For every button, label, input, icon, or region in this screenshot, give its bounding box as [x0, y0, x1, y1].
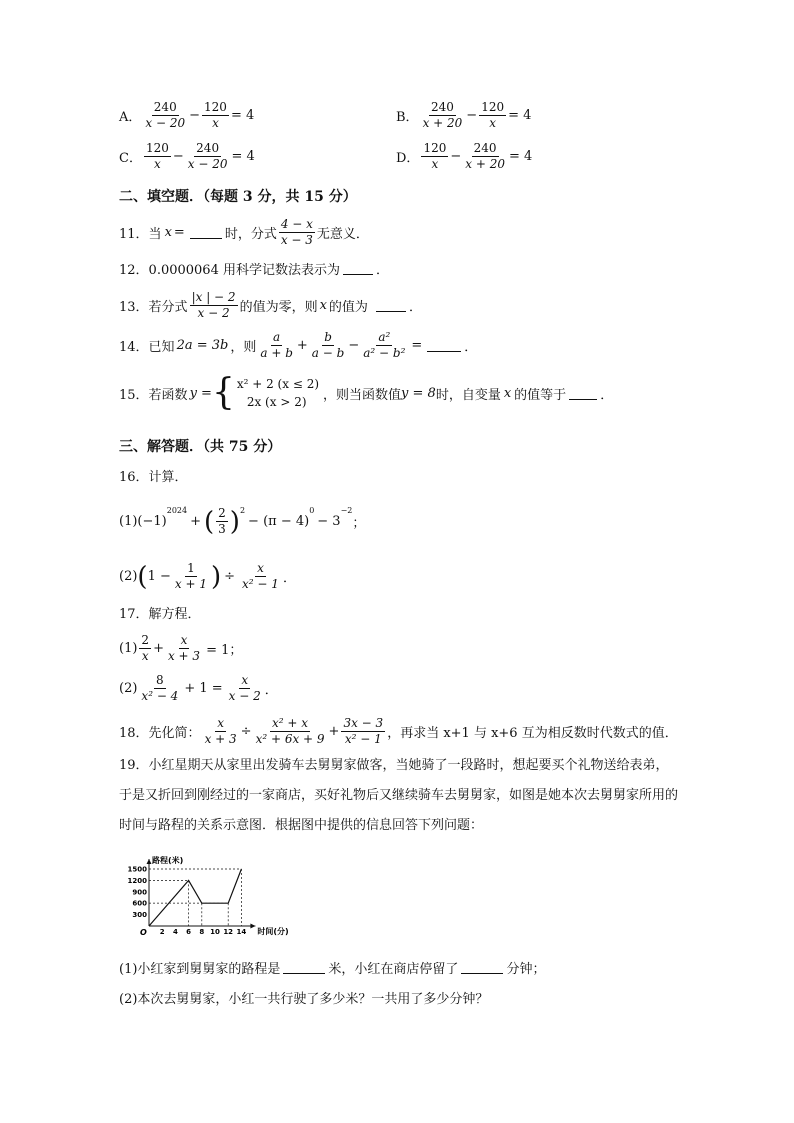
fraction: $\frac{120}{x}$	[423, 141, 447, 171]
brace: {	[211, 372, 235, 413]
question-11: 11． 当 x = 时，分式 $\frac{4 - x}{x - 3}$ 无意义．	[119, 217, 369, 247]
question-16-part-2: (2) ( 1 − $\frac{1}{x + 1}$ ) ÷ $\frac{x}{\text{x² − 1}}$ ．	[119, 561, 296, 592]
x-tick-label: 4	[172, 928, 178, 936]
question-19-part-1: (1)小红家到舅舅家的路程是 米，小红在商店停留了 分钟；	[119, 962, 546, 977]
section-3-heading: 三、解答题．（共 75 分）	[119, 439, 282, 455]
answer-blank[interactable]	[461, 961, 503, 974]
y-tick-label: 1500	[127, 865, 147, 874]
x-tick-label: 10	[210, 928, 220, 936]
x-tick-label: 14	[236, 928, 247, 936]
question-17-part-2: (2) $\frac{8}{\text{x² − 4}}$ + 1 = $\frac{x}{x - 2}$ ．	[119, 673, 278, 703]
q10-option-b: B． $\frac{240}{x + 20}$ − $\frac{120}{x}$ = 4	[396, 100, 532, 130]
fraction: $\frac{|x | - 2}{x - 2}$	[191, 290, 236, 320]
y-tick-label: 1200	[127, 876, 147, 885]
fraction: $\frac{8}{\text{x² − 4}}$	[141, 673, 179, 703]
fraction: $\frac{240}{x + 20}$	[422, 100, 463, 130]
x-tick-label: 6	[186, 928, 192, 936]
answer-blank[interactable]	[376, 299, 406, 312]
y-tick-label: 600	[132, 899, 147, 908]
question-17-intro: 17．解方程．	[119, 607, 201, 622]
question-15: 15． 若函数 y = { x² + 2 (x ≤ 2) 2x (x > 2) ，则当函数值 y = 8 时，自变量 x 的值等于 ．	[119, 372, 614, 413]
fraction: $\frac{1}{x + 1}$	[174, 561, 207, 591]
fraction: $\frac{x}{x - 2}$	[228, 673, 261, 703]
x-tick-label: 8	[199, 928, 205, 936]
fraction: $\frac{2}{x}$	[141, 633, 150, 663]
question-18: 18． 先化简： $\frac{x}{x + 3}$ ÷ $\frac{\text{x² + x}}{\text{x² + 6x + 9}}$ + $\frac{3x - 3}{\text{x² − 1}}$ ，再求当 x+1 与 x+6 互为相反数时代数式的值．	[119, 716, 678, 746]
fraction: $\frac{\text{x² + x}}{\text{x² + 6x + 9}}$	[255, 716, 325, 746]
fraction: $\frac{\text{a²}}{\text{a² − b²}}$	[363, 330, 406, 360]
fraction: $\frac{x}{\text{x² − 1}}$	[242, 561, 279, 591]
question-19-part-2: (2)本次去舅舅家，小红一共行驶了多少米？一共用了多少分钟？	[119, 992, 489, 1007]
question-16-part-1: (1) (−1) $^{2024}$ + ( $\frac{2}{3}$ ) $^2$ − (π − 4) $^0$ − 3 $^{-2}$ ；	[119, 506, 366, 537]
question-19-text: 19．小红星期天从家里出发骑车去舅舅家做客，当她骑了一段路时，想起要买个礼物送给表弟，于是又折回到刚经过的一家商店，买好礼物后又继续骑车去舅舅家，如图是她本次去舅舅家所用的时间与路程的关系示意图．根据图中提供的信息回答下列问题：	[119, 758, 679, 833]
fraction: $\frac{240}{x - 20}$	[187, 141, 228, 171]
fraction: $\frac{x}{x + 3}$	[204, 716, 237, 746]
fraction: $\frac{120}{x}$	[204, 100, 227, 130]
section-2-heading: 二、填空题．（每题 3 分，共 15 分）	[119, 189, 357, 205]
fraction: $\frac{120}{x}$	[481, 100, 505, 130]
q10-option-d: D． $\frac{120}{x}$ − $\frac{240}{x + 20}$ = 4	[396, 141, 533, 171]
question-12: 12． 0.0000064 用科学记数法表示为 ．	[119, 263, 389, 278]
x-tick-label: 12	[223, 928, 234, 936]
origin-label: O	[140, 928, 147, 937]
fraction: $\frac{240}{x - 20}$	[145, 100, 186, 130]
fraction: $\frac{a}{a + b}$	[260, 330, 293, 360]
fraction: $\frac{2}{3}$	[218, 506, 226, 536]
x-tick-label: 2	[159, 928, 165, 936]
series-line	[149, 869, 241, 926]
distance-time-chart	[119, 852, 289, 942]
answer-blank[interactable]	[569, 387, 597, 400]
y-axis-arrow	[147, 859, 152, 864]
fraction: $\frac{4 - x}{x - 3}$	[280, 217, 313, 247]
fraction: $\frac{x}{x + 3}$	[167, 633, 201, 663]
answer-blank[interactable]	[283, 961, 325, 974]
fraction: $\frac{b}{a - b}$	[311, 330, 345, 360]
piecewise-cases: x² + 2 (x ≤ 2) 2x (x > 2)	[236, 377, 320, 409]
y-tick-label: 300	[132, 911, 147, 920]
question-16-intro: 16．计算．	[119, 470, 188, 485]
question-17-part-1: (1) $\frac{2}{x}$ + $\frac{x}{x + 3}$ = 1；	[119, 633, 243, 663]
q10-option-a: A． $\frac{240}{x - 20}$ − $\frac{120}{x}$ = 4	[119, 100, 255, 130]
fraction: $\frac{240}{x + 20}$	[465, 141, 505, 171]
question-14: 14． 已知 2a = 3b ，则 $\frac{a}{a + b}$ + $\frac{b}{a - b}$ − $\frac{\text{a²}}{\text{a² − b²}}$ = ．	[119, 330, 478, 360]
answer-blank[interactable]	[343, 262, 373, 275]
q10-option-c: C． $\frac{120}{x}$ − $\frac{240}{x - 20}$ = 4	[119, 141, 255, 171]
answer-blank[interactable]	[190, 226, 222, 239]
answer-blank[interactable]	[427, 339, 461, 352]
x-axis-arrow	[250, 924, 255, 929]
y-tick-label: 900	[132, 888, 147, 897]
x-axis-label: 时间(分)	[257, 927, 289, 936]
y-axis-label: 路程(米)	[152, 856, 184, 865]
question-13: 13． 若分式 $\frac{|x | - 2}{x - 2}$ 的值为零，则 x 的值为 ．	[119, 290, 422, 320]
fraction: $\frac{120}{x}$	[145, 141, 169, 171]
fraction: $\frac{3x - 3}{\text{x² − 1}}$	[343, 716, 384, 746]
